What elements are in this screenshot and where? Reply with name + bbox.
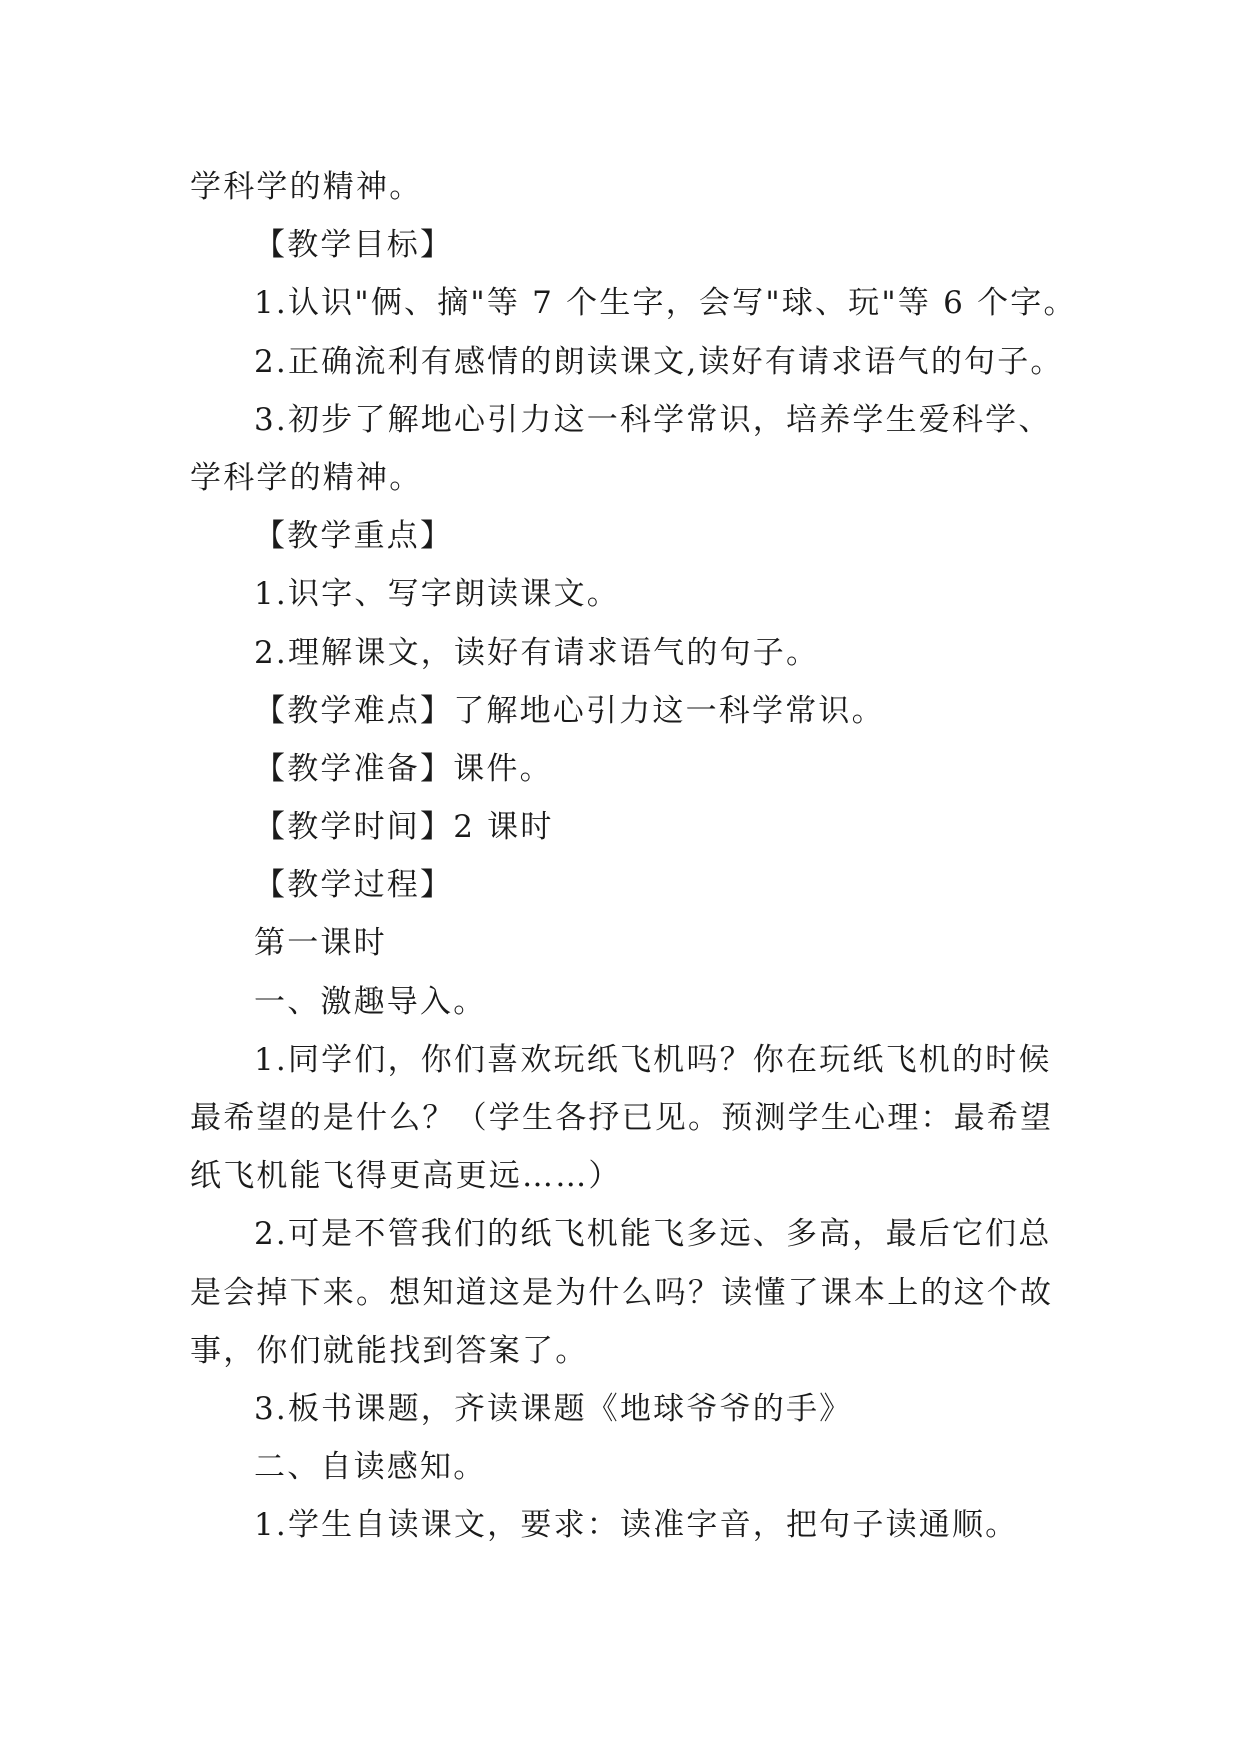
step-heading-1: 一、激趣导入。 bbox=[254, 983, 487, 1020]
paragraph-line: 1.同学们，你们喜欢玩纸飞机吗？你在玩纸飞机的时候 bbox=[254, 1041, 1052, 1078]
section-heading-process: 【教学过程】 bbox=[254, 867, 454, 904]
body-text bbox=[190, 158, 1077, 1555]
section-preparation: 【教学准备】课件。 bbox=[254, 750, 553, 787]
paragraph-line: 2.可是不管我们的纸飞机能飞多远、多高，最后它们总 bbox=[254, 1216, 1052, 1253]
text-line: 学科学的精神。 bbox=[190, 459, 423, 496]
section-heading-objectives: 【教学目标】 bbox=[254, 227, 454, 264]
paragraph-line: 最希望的是什么？（学生各抒已见。预测学生心理：最希望 bbox=[190, 1100, 1054, 1136]
section-heading-key-points: 【教学重点】 bbox=[254, 518, 454, 555]
section-time: 【教学时间】2 课时 bbox=[254, 809, 554, 846]
paragraph-line: 是会掉下来。想知道这是为什么吗？读懂了课本上的这个故 bbox=[190, 1274, 1054, 1311]
key-point-item-1: 1.识字、写字朗读课文。 bbox=[254, 576, 620, 613]
step-heading-2: 二、自读感知。 bbox=[254, 1449, 487, 1486]
objective-item-2: 2.正确流利有感情的朗读课文,读好有请求语气的句子。 bbox=[254, 343, 1064, 380]
section-difficulty: 【教学难点】了解地心引力这一科学常识。 bbox=[254, 692, 885, 729]
objective-item-3: 3.初步了解地心引力这一科学常识，培养学生爱科学、 bbox=[254, 401, 1052, 438]
text-line: 学科学的精神。 bbox=[190, 169, 423, 205]
paragraph-line: 纸飞机能飞得更高更远……） bbox=[190, 1158, 622, 1195]
key-point-item-2: 2.理解课文，读好有请求语气的句子。 bbox=[254, 634, 820, 671]
lesson-heading: 第一课时 bbox=[254, 925, 387, 962]
paragraph-line: 1.学生自读课文，要求：读准字音，把句子读通顺。 bbox=[254, 1507, 1019, 1544]
objective-item-1: 1.认识"俩、摘"等 7 个生字，会写"球、玩"等 6 个字。 bbox=[254, 285, 1077, 322]
paragraph-line: 事，你们就能找到答案了。 bbox=[190, 1332, 589, 1369]
paragraph-line: 3.板书课题，齐读课题《地球爷爷的手》 bbox=[254, 1390, 853, 1427]
